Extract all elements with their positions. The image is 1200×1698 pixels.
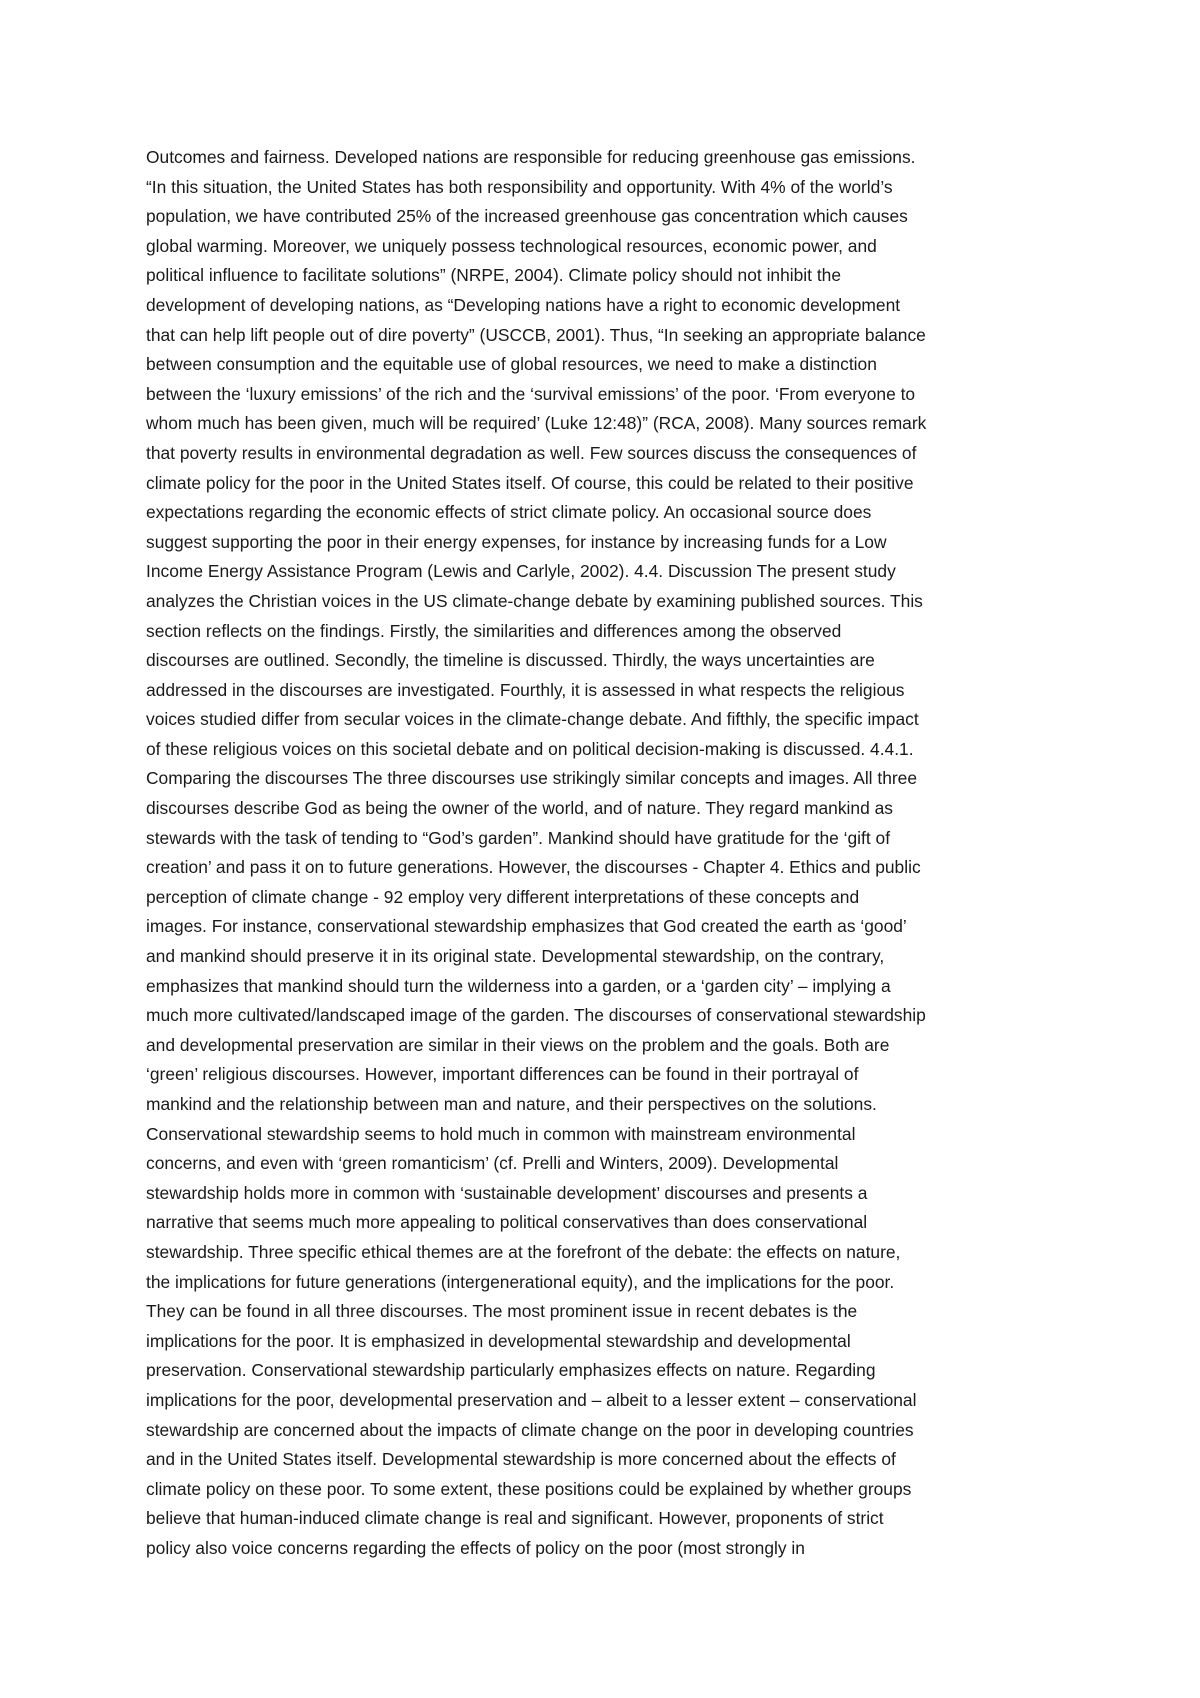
text-line: Comparing the discourses The three discourses use strikingly similar concepts and images. All three	[146, 768, 918, 789]
text-line: between the ‘luxury emissions’ of the rich and the ‘survival emissions’ of the poor. ‘From everyone to	[146, 383, 916, 404]
text-line: of these religious voices on this societal debate and on political decision-making is discussed. 4.4.1.	[146, 738, 914, 759]
text-line: policy also voice concerns regarding the effects of policy on the poor (most strongly in	[146, 1537, 805, 1558]
text-line: expectations regarding the economic effects of strict climate policy. An occasional source does	[146, 502, 872, 523]
text-line: Outcomes and fairness. Developed nations are responsible for reducing greenhouse gas emissions.	[146, 147, 916, 167]
text-line: whom much has been given, much will be required’ (Luke 12:48)” (RCA, 2008). Many sources remark	[146, 413, 927, 434]
text-line: global warming. Moreover, we uniquely possess technological resources, economic power, and	[146, 235, 877, 256]
text-line: Conservational stewardship seems to hold much in common with mainstream environmental	[146, 1123, 856, 1144]
text-line: implications for the poor. It is emphasized in developmental stewardship and developmental	[146, 1330, 851, 1351]
text-line: perception of climate change - 92 employ very different interpretations of these concepts and	[146, 886, 860, 907]
text-line: narrative that seems much more appealing to political conservatives than does conservational	[146, 1212, 868, 1233]
text-line: stewardship. Three specific ethical themes are at the forefront of the debate: the effects on nature,	[146, 1241, 901, 1262]
text-line: creation’ and pass it on to future generations. However, the discourses - Chapter 4. Ethics and public	[146, 857, 921, 878]
text-line: political influence to facilitate solutions” (NRPE, 2004). Climate policy should not inhibit the	[146, 265, 842, 286]
text-line: images. For instance, conservational stewardship emphasizes that God created the earth as ‘good’	[146, 916, 907, 937]
text-line: analyzes the Christian voices in the US climate-change debate by examining published sources. This	[146, 590, 923, 611]
text-line: that poverty results in environmental degradation as well. Few sources discuss the consequences of	[146, 442, 917, 463]
text-line: and mankind should preserve it in its original state. Developmental stewardship, on the contrary,	[146, 946, 885, 967]
text-line: population, we have contributed 25% of the increased greenhouse gas concentration which causes	[146, 206, 908, 227]
text-line: believe that human-induced climate change is real and significant. However, proponents of strict	[146, 1508, 884, 1529]
text-line: that can help lift people out of dire poverty” (USCCB, 2001). Thus, “In seeking an appropriate balance	[146, 324, 926, 345]
text-line: climate policy for the poor in the United States itself. Of course, this could be related to their positive	[146, 472, 914, 493]
text-line: voices studied differ from secular voices in the climate-change debate. And fifthly, the specific impact	[146, 709, 919, 730]
text-line: suggest supporting the poor in their energy expenses, for instance by increasing funds for a Low	[146, 531, 887, 552]
text-line: climate policy on these poor. To some extent, these positions could be explained by whether groups	[146, 1478, 912, 1499]
text-line: Income Energy Assistance Program (Lewis and Carlyle, 2002). 4.4. Discussion The present study	[146, 561, 896, 582]
text-line: preservation. Conservational stewardship particularly emphasizes effects on nature. Regarding	[146, 1360, 876, 1381]
text-line: implications for the poor, developmental preservation and – albeit to a lesser extent – conservational	[146, 1389, 917, 1410]
text-line: addressed in the discourses are investigated. Fourthly, it is assessed in what respects the religious	[146, 679, 905, 700]
text-line: and developmental preservation are similar in their views on the problem and the goals. Both are	[146, 1034, 890, 1055]
text-line: and in the United States itself. Developmental stewardship is more concerned about the effects of	[146, 1449, 896, 1470]
text-line: “In this situation, the United States has both responsibility and opportunity. With 4% of the world’s	[146, 176, 893, 197]
text-line: emphasizes that mankind should turn the wilderness into a garden, or a ‘garden city’ – implying a	[146, 975, 891, 996]
text-line: stewardship holds more in common with ‘sustainable development’ discourses and presents a	[146, 1182, 868, 1203]
text-line: development of developing nations, as “Developing nations have a right to economic development	[146, 294, 901, 315]
text-line: discourses describe God as being the owner of the world, and of nature. They regard mankind as	[146, 798, 893, 819]
text-line: section reflects on the findings. Firstly, the similarities and differences among the observed	[146, 620, 842, 641]
text-line: They can be found in all three discourses. The most prominent issue in recent debates is the	[146, 1301, 858, 1322]
text-line: ‘green’ religious discourses. However, important differences can be found in their portrayal of	[146, 1064, 859, 1085]
text-line: stewardship are concerned about the impacts of climate change on the poor in developing countries	[146, 1419, 914, 1440]
text-line: discourses are outlined. Secondly, the timeline is discussed. Thirdly, the ways uncertainties are	[146, 650, 875, 671]
text-line: mankind and the relationship between man and nature, and their perspectives on the solutions.	[146, 1094, 877, 1114]
text-line: much more cultivated/landscaped image of the garden. The discourses of conservational stewardship	[146, 1005, 926, 1026]
text-line: the implications for future generations (intergenerational equity), and the implications for the poor.	[146, 1271, 895, 1292]
text-line: stewards with the task of tending to “God’s garden”. Mankind should have gratitude for the ‘gift of	[146, 827, 891, 848]
text-line: concerns, and even with ‘green romanticism’ (cf. Prelli and Winters, 2009). Developmental	[146, 1153, 839, 1174]
body-text	[146, 143, 1076, 1564]
text-line: between consumption and the equitable use of global resources, we need to make a distinction	[146, 354, 877, 375]
